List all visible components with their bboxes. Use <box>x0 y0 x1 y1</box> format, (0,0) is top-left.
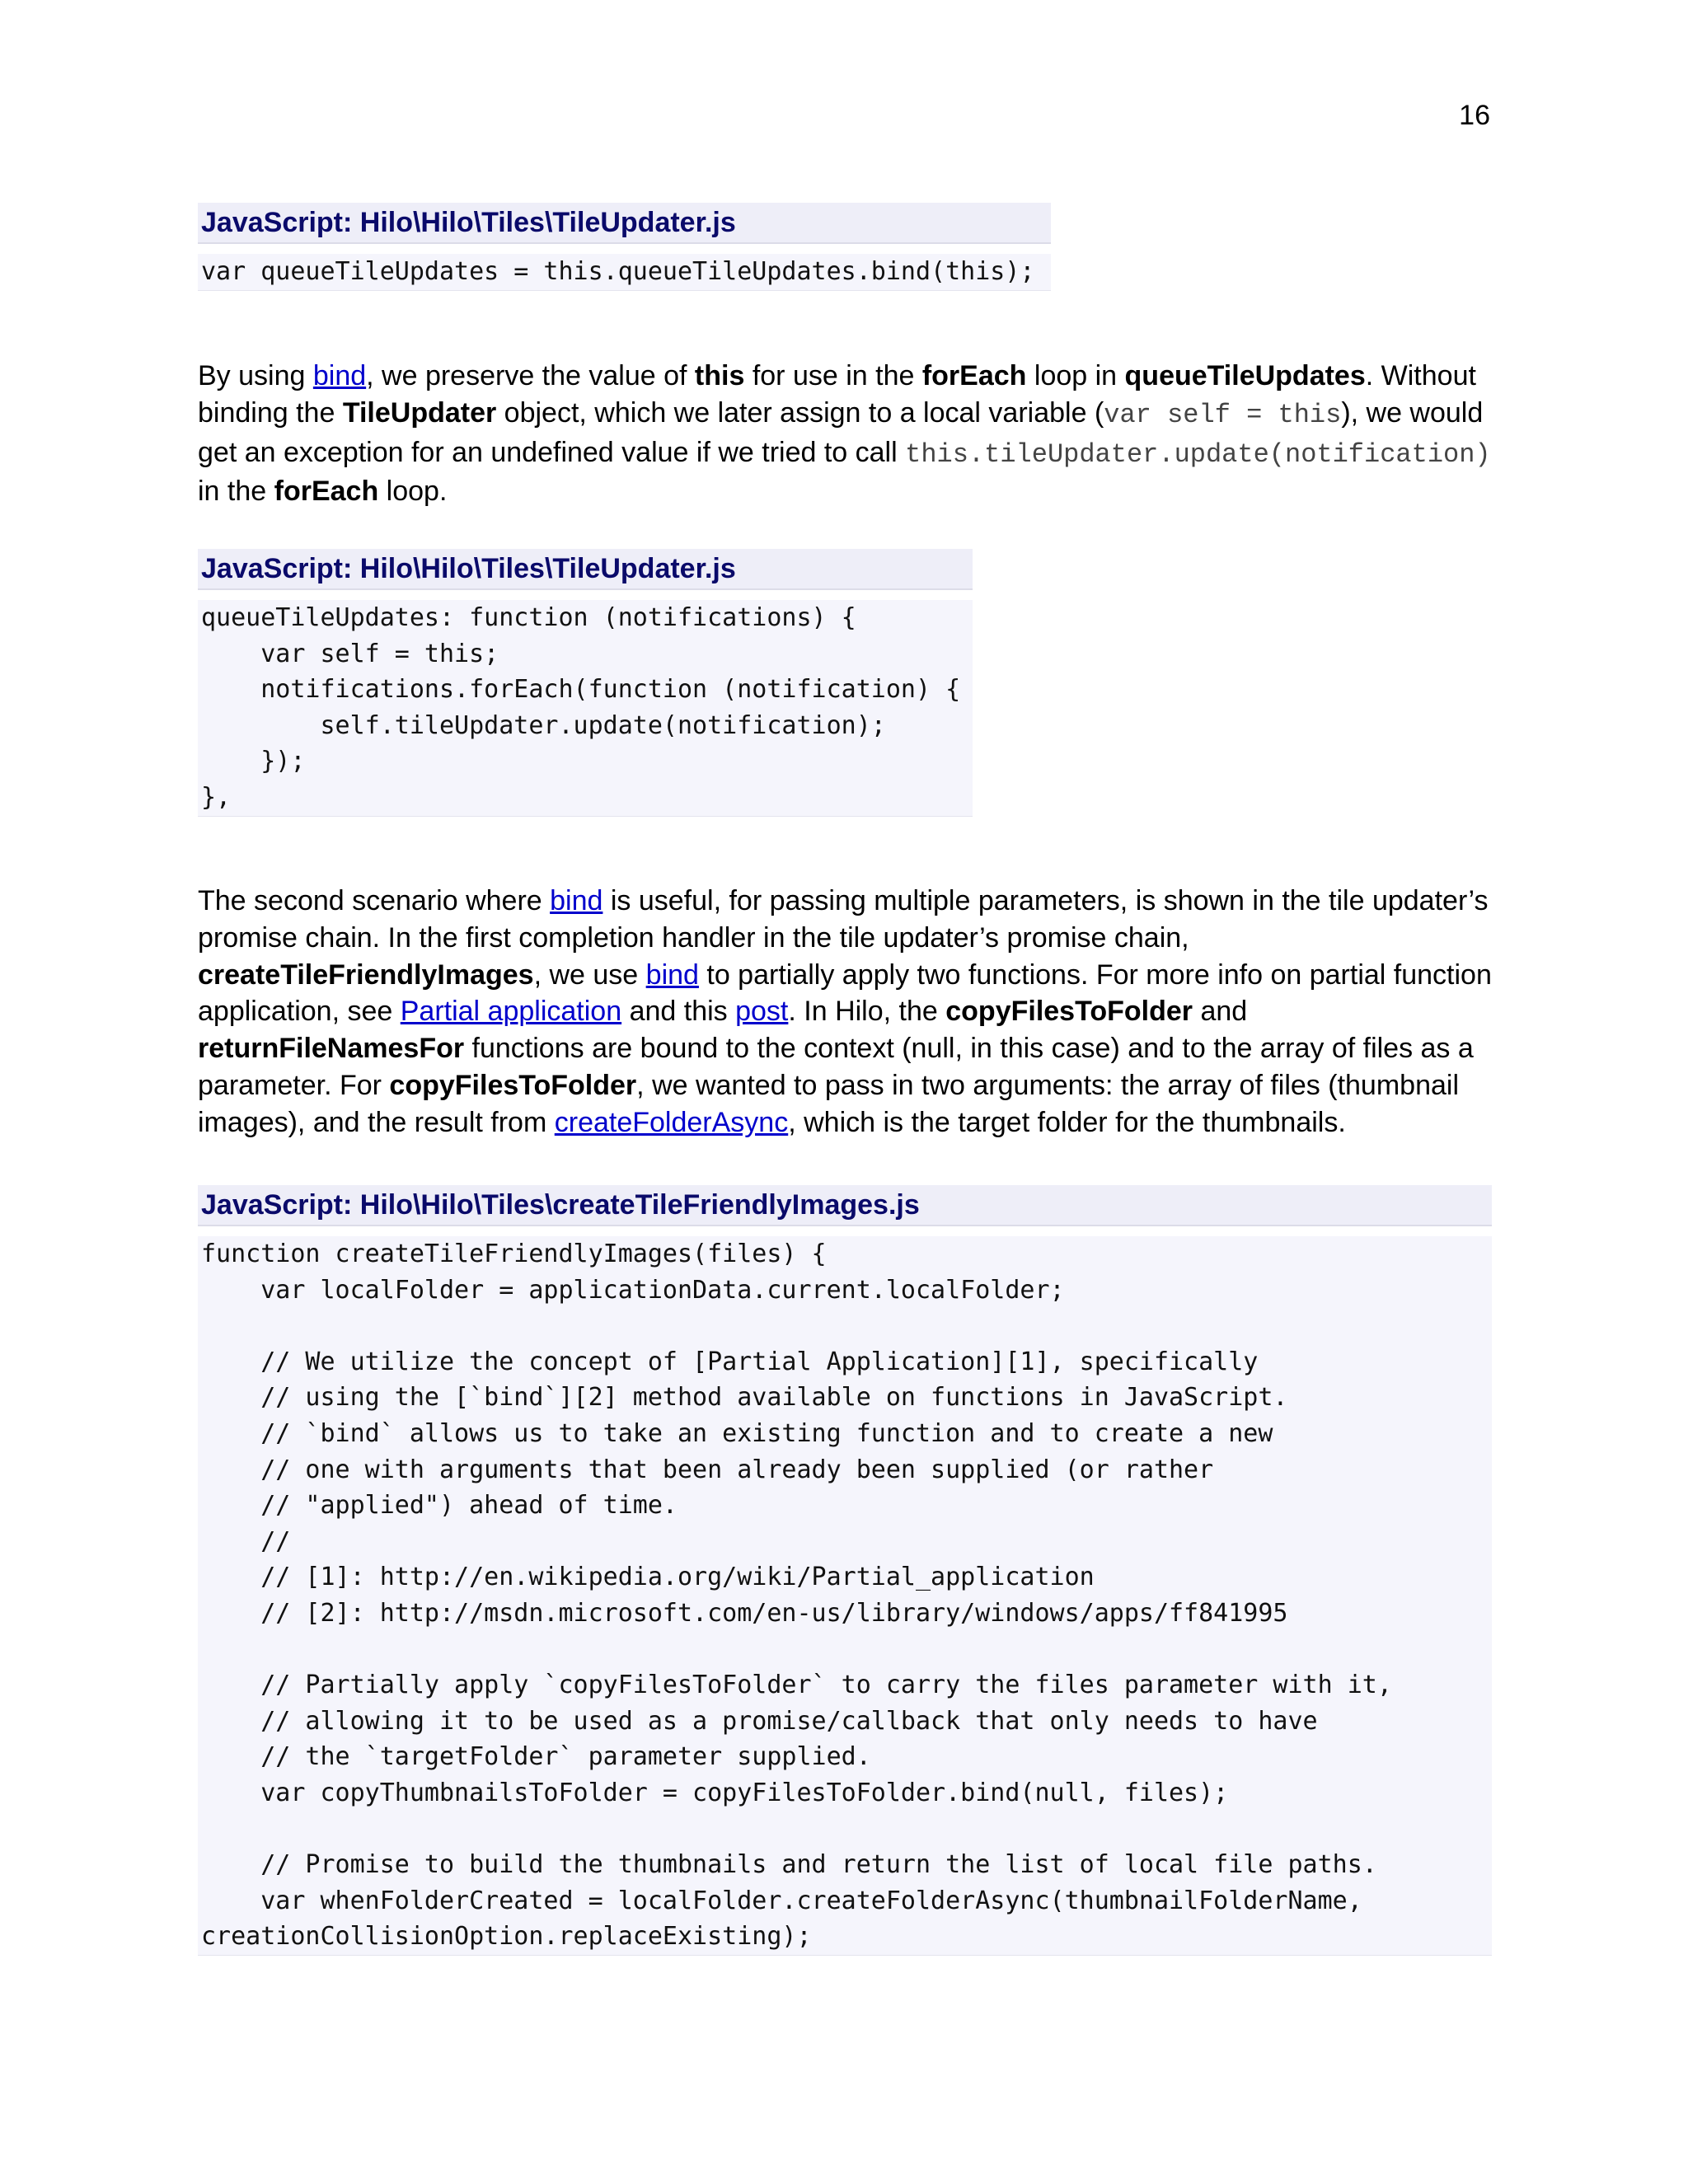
text: , we use <box>533 958 646 991</box>
code-block-title: JavaScript: Hilo\Hilo\Tiles\createTileFriendlyImages.js <box>198 1185 1492 1226</box>
inline-code: this.tileUpdater.update(notification) <box>905 438 1491 470</box>
link-bind[interactable]: bind <box>645 958 699 991</box>
text: . Without binding the <box>198 360 1476 429</box>
link-bind[interactable]: bind <box>312 360 367 391</box>
link-partial-application[interactable]: Partial application <box>400 996 622 1028</box>
code-block-queue-tile-updates <box>198 549 973 817</box>
bold-term: forEach <box>921 360 1027 391</box>
code-block-title: JavaScript: Hilo\Hilo\Tiles\TileUpdater.js <box>198 549 973 590</box>
text: . In Hilo, the <box>788 996 946 1028</box>
text: ), we would get an exception for an undefined value if we tried to call <box>198 396 1484 468</box>
code-block-content: function createTileFriendlyImages(files) { var localFolder = applicationData.current.localFolder; // We utilize the concept of [Partial Application][1], specifically // using the [`bind`][2] method available on functions in JavaScript. // `bind` allows us to take an existing function and to create a new // one with arguments that been already been supplied (or rather // "applied") ahead of time. // // [1]: http://en.wikipedia.org/wiki/Partial_application // [2]: http://msdn.microsoft.com/en-us/library/windows/apps/ff841995 // Partially apply `copyFilesToFolder` to carry the files parameter with it, // allowing it to be used as a promise/callback that only needs to have // the `targetFolder` parameter supplied. var copyThumbnailsToFolder = copyFilesToFolder.bind(null, files); // Promise to build the thumbnails and return the list of local file paths. var whenFolderCreated = localFolder.createFolderAsync(thumbnailFolderName, creationCollisionOption.replaceExisting); <box>198 1236 1492 1956</box>
page-number: 16 <box>1459 100 1490 131</box>
inline-code: var self = this <box>1104 399 1342 430</box>
paragraph-bind-explanation <box>198 358 1492 510</box>
text: is useful, for passing multiple parameters, is shown in the tile updater’s promise chain. In the first completion handler in the tile updater’s promise chain, <box>198 885 1489 954</box>
code-block-content: queueTileUpdates: function (notifications) { var self = this; notifications.forEach(function (notification) { self.tileUpdater.update(notification); }); }, <box>198 600 973 817</box>
link-post[interactable]: post <box>735 996 789 1028</box>
bold-term: copyFilesToFolder <box>945 996 1193 1028</box>
bold-term: this <box>694 360 745 391</box>
bold-term: queueTileUpdates <box>1124 360 1366 391</box>
code-block-content: var queueTileUpdates = this.queueTileUpdates.bind(this); <box>198 254 1051 291</box>
paragraph-second-scenario <box>198 883 1492 1141</box>
text: , we wanted to pass in two arguments: the array of files (thumbnail images), and the result from <box>198 1069 1459 1138</box>
code-block-create-tile-friendly-images <box>198 1185 1492 1956</box>
link-bind[interactable]: bind <box>550 885 603 916</box>
text: loop in <box>1026 360 1125 391</box>
bold-term: copyFilesToFolder <box>389 1069 637 1101</box>
text: and <box>1193 996 1248 1028</box>
bold-term: createTileFriendlyImages <box>198 958 534 991</box>
bold-term: TileUpdater <box>342 396 497 429</box>
text: for use in the <box>744 360 922 391</box>
text: The second scenario where <box>198 885 551 916</box>
text: object, which we later assign to a local variable ( <box>496 396 1104 429</box>
text: functions are bound to the context (null, in this case) and to the array of files as a parameter. For <box>198 1033 1474 1101</box>
code-block-bind <box>198 203 1051 291</box>
text: , which is the target folder for the thumbnails. <box>788 1106 1346 1138</box>
text: , we preserve the value of <box>366 360 695 391</box>
text: By using <box>198 360 313 391</box>
text: and this <box>621 996 736 1028</box>
bold-term: forEach <box>274 476 379 508</box>
code-block-title: JavaScript: Hilo\Hilo\Tiles\TileUpdater.js <box>198 203 1051 244</box>
text: in the <box>198 476 274 508</box>
text: loop. <box>378 476 448 508</box>
bold-term: returnFileNamesFor <box>198 1033 465 1065</box>
text: to partially apply two functions. For more info on partial function application, see <box>198 958 1492 1028</box>
link-create-folder-async[interactable]: createFolderAsync <box>554 1106 789 1138</box>
